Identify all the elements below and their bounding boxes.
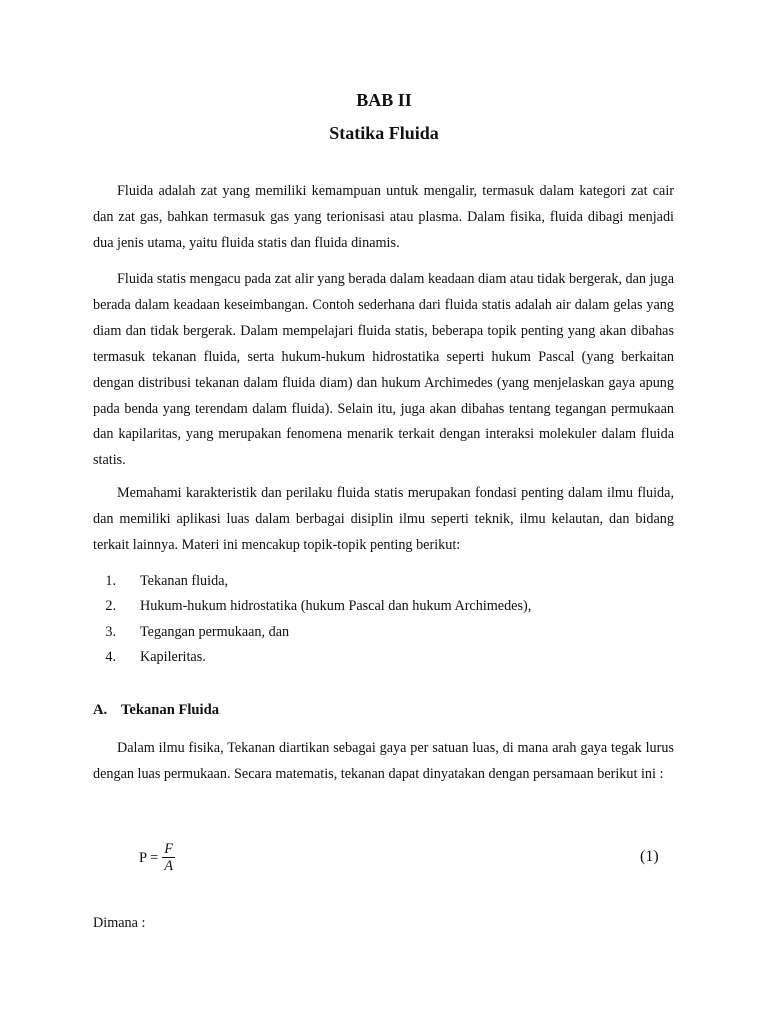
section-heading-a: [93, 699, 219, 721]
formula-fraction: [162, 841, 175, 875]
list-item-number: 2.: [105, 598, 116, 615]
list-item-text: Tekanan fluida,: [140, 573, 229, 589]
equation-number: (1): [640, 848, 659, 865]
chapter-heading: BAB II: [356, 90, 412, 110]
paragraph-pressure: Dalam ilmu fisika, Tekanan diartikan sebagai gaya per satuan luas, di mana arah gaya tegak lurus dengan luas permukaan. Secara matematis, tekanan dapat dinyatakan dengan persamaan berikut ini :: [93, 740, 674, 782]
formula-denominator: A: [164, 858, 174, 874]
list-item: [93, 569, 674, 594]
formula-numerator: F: [164, 841, 174, 857]
list-item-number: 3.: [105, 623, 116, 640]
pressure-formula: [139, 838, 175, 878]
paragraph-static-fluid: Fluida statis mengacu pada zat alir yang berada dalam keadaan diam atau tidak bergerak, dan juga berada dalam keadaan keseimbangan. Contoh sederhana dari fluida statis adalah air dalam gelas yang diam dan tidak bergerak. Dalam mempelajari fluida statis, beberapa topik penting yang akan dibahas termasuk tekanan fluida, serta hukum-hukum hidrostatika seperti hukum Pascal (yang berkaitan dengan distribusi tekanan dalam fluida diam) dan hukum Archimedes (yang menjelaskan gaya apung pada benda yang terendam dalam fluida). Selain itu, juga akan dibahas tentang tegangan permukaan dan kapilaritas, yang merupakan fenomena menarik terkait dengan interaksi molekuler dalam fluida statis.: [93, 271, 674, 469]
list-item-number: 1.: [105, 573, 116, 589]
topics-list: [93, 569, 674, 670]
paragraph-topics-intro: Memahami karakteristik dan perilaku fluida statis merupakan fondasi penting dalam ilmu fluida, dan memiliki aplikasi luas dalam berbagai disiplin ilmu seperti teknik, ilmu kelautan, dan bidang terkait lainnya. Materi ini mencakup topik-topik penting berikut:: [93, 485, 674, 553]
section-title: Tekanan Fluida: [121, 702, 220, 718]
where-label: Dimana :: [93, 915, 146, 931]
list-item-text: Hukum-hukum hidrostatika (hukum Pascal dan hukum Archimedes),: [140, 598, 532, 615]
list-item: [93, 594, 674, 619]
list-item-text: Kapileritas.: [140, 648, 206, 665]
paragraph-intro: Fluida adalah zat yang memiliki kemampuan untuk mengalir, termasuk dalam kategori zat cair dan zat gas, bahkan termasuk gas yang terionisasi atau plasma. Dalam fisika, fluida dibagi menjadi dua jenis utama, yaitu fluida statis dan fluida dinamis.: [93, 183, 674, 251]
list-item: [93, 620, 674, 645]
list-item-number: 4.: [105, 648, 116, 665]
formula-lhs: P =: [139, 849, 159, 866]
section-letter: A.: [93, 702, 108, 718]
chapter-title: Statika Fluida: [329, 123, 439, 143]
list-item-text: Tegangan permukaan, dan: [140, 623, 290, 640]
list-item: [93, 645, 674, 670]
